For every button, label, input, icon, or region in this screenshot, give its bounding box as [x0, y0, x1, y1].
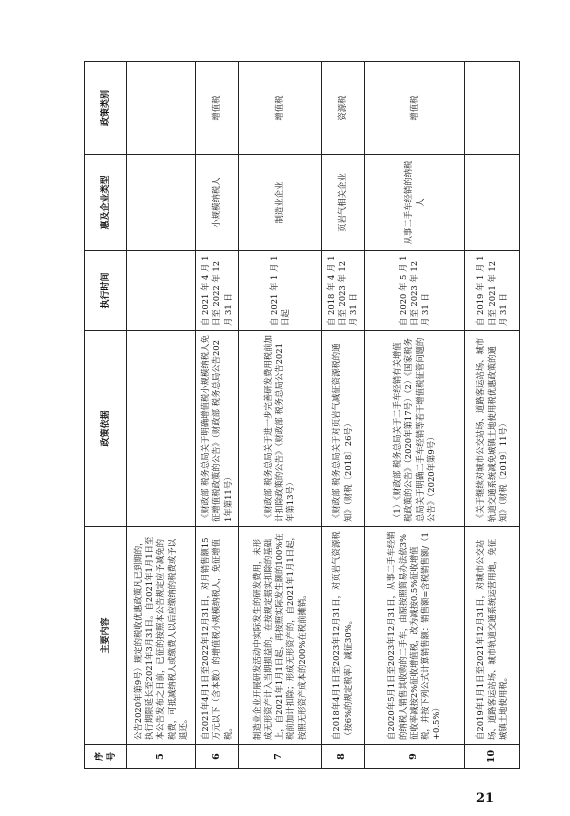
row-main-content: 制造业企业开展研发活动中实际发生的研发费用，未形成无形资产计入当期损益的，在按规定据实扣除的基础上，自2021年1月1日起，再按照实际发生额的100%在税前加计扣除；形成无形资产的，自2021年1月1日起，按照无形资产成本的200%在税前摊销。 — [239, 527, 322, 745]
row-policy-basis: 《财政部 税务总局关于明确增值税小规模纳税人免征增值税政策的公告》（财政部 税务总局公告2021年第11号） — [195, 331, 238, 527]
row-main-content: 自2019年1月1日至2021年12月31日，对城市公交站场、道路客运站场、城市轨道交通系统运营用地，免征城镇土地使用税。 — [465, 527, 520, 745]
row-policy-basis: 《财政部 税务总局关于对页岩气减征资源税的通知》（财税〔2018〕26号） — [321, 331, 364, 527]
row-serial: 8 — [321, 745, 364, 769]
table-row — [195, 62, 238, 769]
row-execution-period — [127, 251, 195, 331]
row-policy-basis: 《关于继续对城市公交站场、道路客运站场、城市轨道交通系统减免城镇土地使用税优惠政策的通知》（财税〔2019〕11号） — [465, 331, 520, 527]
rotated-page-content — [84, 62, 520, 769]
table-row — [127, 62, 195, 769]
header-policy-basis: 政策依据 — [85, 331, 127, 527]
table-row — [321, 62, 364, 769]
row-policy-basis — [127, 331, 195, 527]
row-main-content: 自2018年4月1日至2023年12月31日，对页岩气资源税（按6%的规定税率）减征30%。 — [321, 527, 364, 745]
row-serial: 9 — [364, 745, 464, 769]
rotated-table-container — [84, 62, 520, 769]
row-policy-category: 增值税 — [364, 62, 464, 155]
row-beneficiary-type — [127, 155, 195, 251]
table-row — [364, 62, 464, 769]
row-policy-category: 资源税 — [321, 62, 364, 155]
header-serial: 序号 — [85, 745, 127, 769]
row-serial: 5 — [127, 745, 195, 769]
header-execution-period: 执行时间 — [85, 251, 127, 331]
header-policy-category: 政策类别 — [85, 62, 127, 155]
row-serial: 7 — [239, 745, 322, 769]
table-header-row — [85, 62, 127, 769]
row-policy-category: 增值税 — [239, 62, 322, 155]
tax-policy-table — [84, 61, 520, 769]
row-main-content: 公告2020年第9号）规定的税收优惠政策凡已到期的，执行期限延长至2021年3月31日。自2021年1月1日至本公告发布之日前，已征的按照本公告规定应予减免的税费，可抵减纳税人或缴费人以后应缴纳的税费或予以退还。 — [127, 527, 195, 745]
row-beneficiary-type — [465, 155, 520, 251]
row-main-content: 自2021年4月1日至2022年12月31日，对月销售额15万元以下（含本数）的增值税小规模纳税人，免征增值税。 — [195, 527, 238, 745]
row-serial: 10 — [465, 745, 520, 769]
row-policy-category — [127, 62, 195, 155]
row-policy-basis: 《财政部 税务总局关于进一步完善研发费用税前加计扣除政策的公告》（财政部 税务总局公告2021年第13号） — [239, 331, 322, 527]
row-execution-period: 自 2018 年 4 月 1 日至 2023 年 12 月 31 日 — [321, 251, 364, 331]
row-beneficiary-type: 小规模纳税人 — [195, 155, 238, 251]
row-execution-period: 自 2020 年 5 月 1 日至 2023 年 12 月 31 日 — [364, 251, 464, 331]
row-policy-category — [465, 62, 520, 155]
row-beneficiary-type: 制造业企业 — [239, 155, 322, 251]
table-row — [465, 62, 520, 769]
row-main-content: 自2020年5月1日至2023年12月31日，从事二手车经销的纳税人销售其收购的二手车，由原按照简易办法依3%征收率减按2%征收增值税，改为减按0.5%征收增值税，并按下列公式计算销售额：销售额=含税销售额/（1+0.5%） — [364, 527, 464, 745]
row-policy-basis: （1）《财政部 税务总局关于二手车经销有关增值税政策的公告》（2020年第17号）（2）《国家税务总局关于明确二手车经销等若干增值税征管问题的公告》（2020年第9号） — [364, 331, 464, 527]
row-beneficiary-type: 页岩气相关企业 — [321, 155, 364, 251]
row-beneficiary-type: 从事二手车经销的纳税人 — [364, 155, 464, 251]
header-beneficiary-type: 惠及企业类型 — [85, 155, 127, 251]
header-main-content: 主要内容 — [85, 527, 127, 745]
row-execution-period: 自 2021 年 4 月 1 日至 2022 年 12 月 31 日 — [195, 251, 238, 331]
row-execution-period: 自 2019 年 1 月 1 日至 2021 年 12 月 31 日 — [465, 251, 520, 331]
row-policy-category: 增值税 — [195, 62, 238, 155]
page-number: 21 — [476, 791, 495, 806]
row-execution-period: 自 2021 年 1 月 1 日起 — [239, 251, 322, 331]
table-row — [239, 62, 322, 769]
row-serial: 6 — [195, 745, 238, 769]
